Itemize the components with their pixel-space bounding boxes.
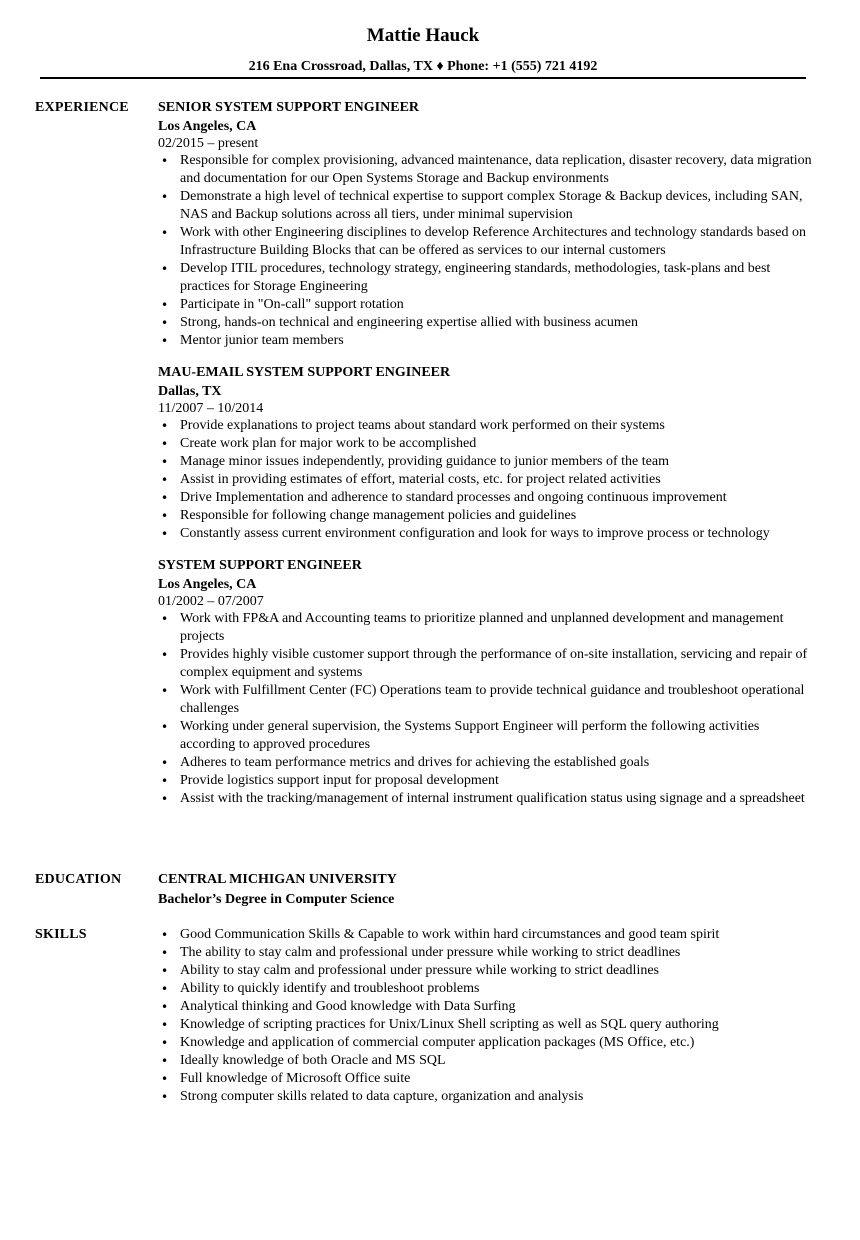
skill-item: • The ability to stay calm and professional under pressure while working to strict deadlines <box>158 944 818 962</box>
skill-item: • Full knowledge of Microsoft Office suite <box>158 1070 818 1088</box>
job-dates: 01/2002 – 07/2007 <box>158 594 264 609</box>
bullet-item: • Responsible for complex provisioning, advanced maintenance, data replication, disaster recovery, data migration and documentation for our Open Systems Storage and Backup environments <box>158 152 818 188</box>
section-title-skills: SKILLS <box>35 927 87 942</box>
bullet-item: • Work with other Engineering disciplines to develop Reference Architectures and technology standards based on Infrastructure Building Blocks that can be offered as services to our internal customers <box>158 224 818 260</box>
skill-item: • Analytical thinking and Good knowledge with Data Surfing <box>158 998 818 1016</box>
bullet-item: • Responsible for following change management policies and guidelines <box>158 507 818 525</box>
bullet-item: • Work with Fulfillment Center (FC) Operations team to provide technical guidance and troubleshoot operational challenges <box>158 682 818 718</box>
job-dates: 02/2015 – present <box>158 136 259 151</box>
bullet-item: • Work with FP&A and Accounting teams to prioritize planned and unplanned development and management projects <box>158 610 818 646</box>
job-location: Dallas, TX <box>158 384 222 399</box>
job-bullets <box>158 152 818 350</box>
job-bullets <box>158 610 818 808</box>
bullet-item: • Working under general supervision, the Systems Support Engineer will perform the following activities according to approved procedures <box>158 718 818 754</box>
job-title: MAU-EMAIL SYSTEM SUPPORT ENGINEER <box>158 365 451 380</box>
job-location: Los Angeles, CA <box>158 119 257 134</box>
bullet-item: • Strong, hands-on technical and engineering expertise allied with business acumen <box>158 314 818 332</box>
section-title-experience: EXPERIENCE <box>35 100 129 115</box>
education-content <box>158 871 818 909</box>
skill-item: • Knowledge of scripting practices for Unix/Linux Shell scripting as well as SQL query authoring <box>158 1016 818 1034</box>
job-location: Los Angeles, CA <box>158 577 257 592</box>
bullet-item: • Participate in "On-call" support rotation <box>158 296 818 314</box>
section-title-education: EDUCATION <box>35 872 122 887</box>
degree: Bachelor’s Degree in Computer Science <box>158 892 395 907</box>
bullet-item: • Manage minor issues independently, providing guidance to junior members of the team <box>158 453 818 471</box>
job-dates: 11/2007 – 10/2014 <box>158 401 264 416</box>
contact-line: 216 Ena Crossroad, Dallas, TX ♦ Phone: +1 (555) 721 4192 <box>248 59 598 74</box>
school-name: CENTRAL MICHIGAN UNIVERSITY <box>158 872 397 887</box>
bullet-item: • Demonstrate a high level of technical expertise to support complex Storage & Backup devices, including SAN, NAS and Backup solutions across all tiers, under minimal supervision <box>158 188 818 224</box>
bullet-item: • Assist with the tracking/management of internal instrument qualification status using signage and a spreadsheet <box>158 790 818 808</box>
job-entry <box>158 364 818 543</box>
skill-item: • Ideally knowledge of both Oracle and MS SQL <box>158 1052 818 1070</box>
header-divider <box>40 77 806 79</box>
bullet-item: • Drive Implementation and adherence to standard processes and ongoing continuous improvement <box>158 489 818 507</box>
skill-item: • Ability to quickly identify and troubleshoot problems <box>158 980 818 998</box>
skill-item: • Knowledge and application of commercial computer application packages (MS Office, etc.) <box>158 1034 818 1052</box>
bullet-item: • Provide explanations to project teams about standard work performed on their systems <box>158 417 818 435</box>
skills-content <box>158 926 818 1106</box>
job-entry <box>158 557 818 808</box>
experience-content <box>158 99 818 808</box>
skill-item: • Strong computer skills related to data capture, organization and analysis <box>158 1088 818 1106</box>
skills-list <box>158 926 818 1106</box>
job-title: SENIOR SYSTEM SUPPORT ENGINEER <box>158 100 420 115</box>
job-title: SYSTEM SUPPORT ENGINEER <box>158 558 362 573</box>
bullet-item: • Provide logistics support input for proposal development <box>158 772 818 790</box>
bullet-item: • Constantly assess current environment configuration and look for ways to improve process or technology <box>158 525 818 543</box>
bullet-item: • Assist in providing estimates of effort, material costs, etc. for project related activities <box>158 471 818 489</box>
job-entry <box>158 99 818 350</box>
bullet-item: • Adheres to team performance metrics and drives for achieving the established goals <box>158 754 818 772</box>
skill-item: • Good Communication Skills & Capable to work within hard circumstances and good team spirit <box>158 926 818 944</box>
bullet-item: • Mentor junior team members <box>158 332 818 350</box>
candidate-name: Mattie Hauck <box>366 25 480 46</box>
bullet-item: • Create work plan for major work to be accomplished <box>158 435 818 453</box>
skill-item: • Ability to stay calm and professional under pressure while working to strict deadlines <box>158 962 818 980</box>
bullet-item: • Develop ITIL procedures, technology strategy, engineering standards, methodologies, task-plans and best practices for Storage Engineering <box>158 260 818 296</box>
bullet-item: • Provides highly visible customer support through the performance of on-site installation, servicing and repair of complex equipment and systems <box>158 646 818 682</box>
job-bullets <box>158 417 818 543</box>
